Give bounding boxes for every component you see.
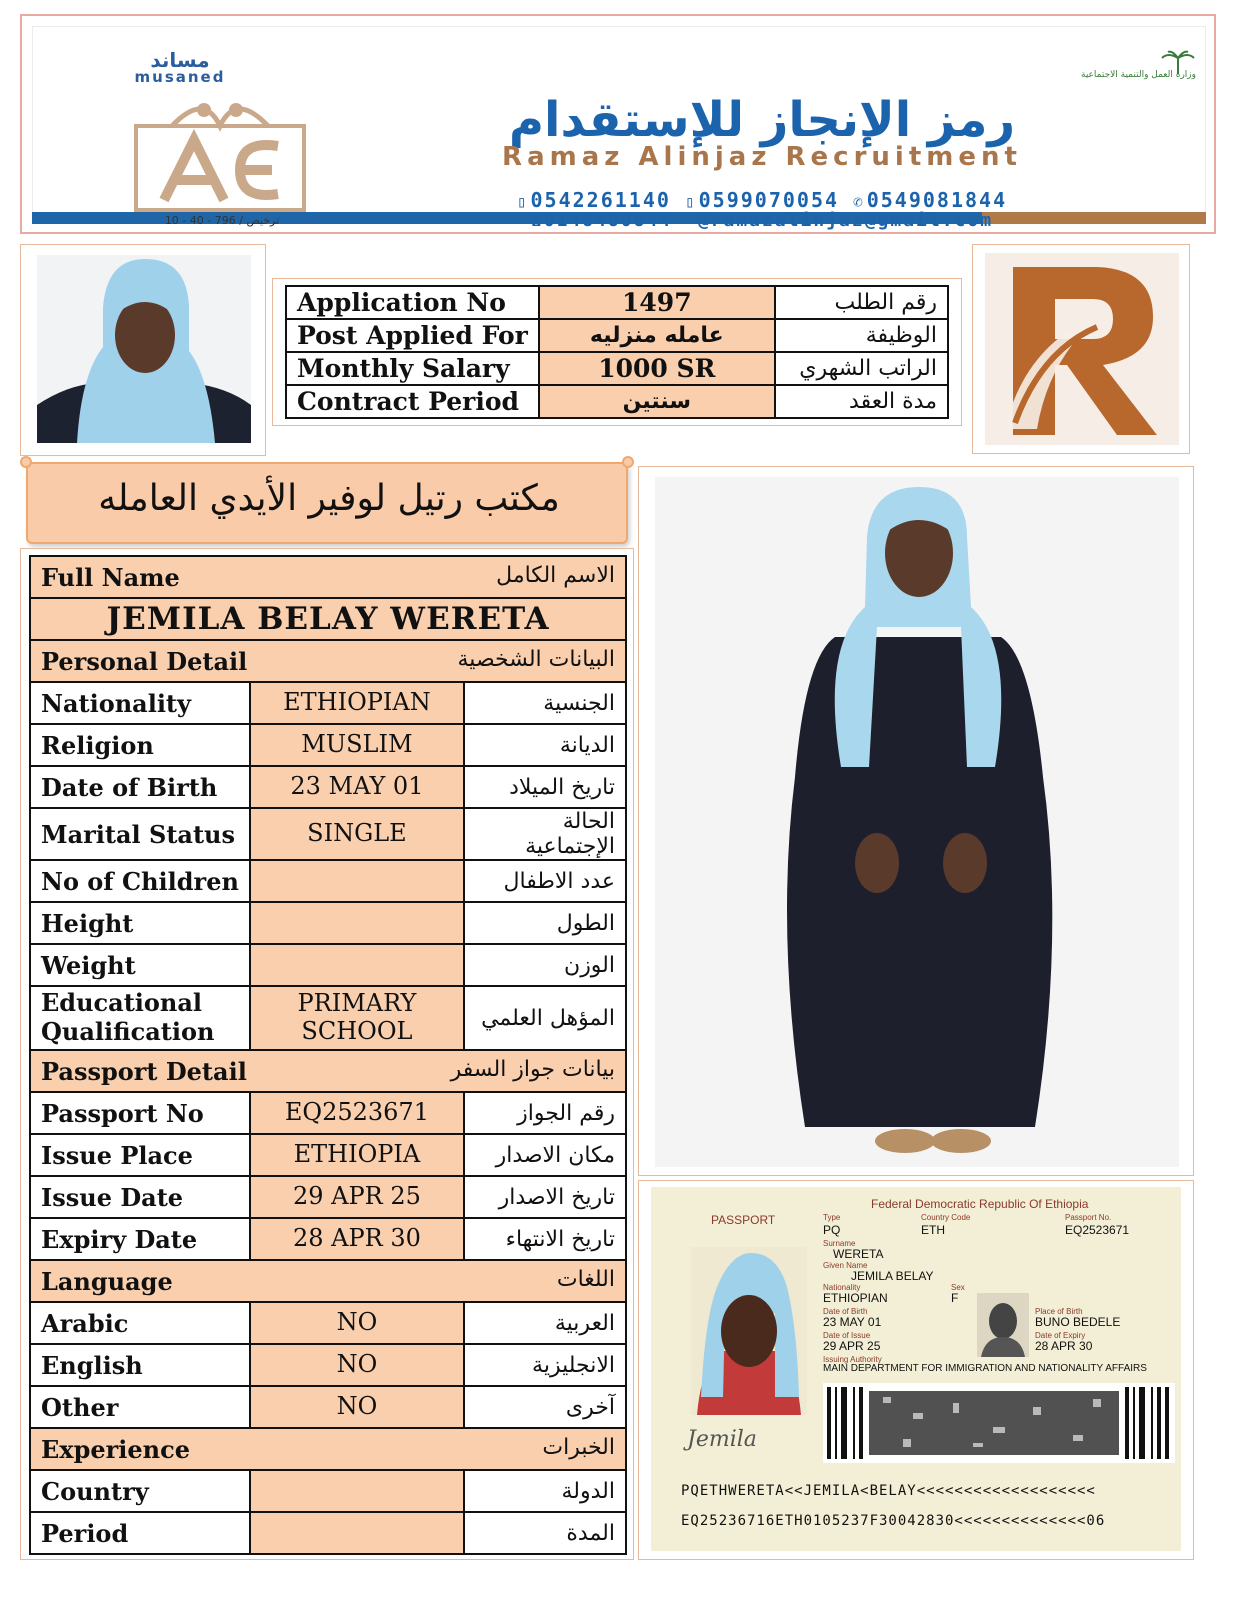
weight-label-ar: الوزن (464, 944, 626, 986)
details-table (29, 555, 627, 1555)
headshot-frame (20, 244, 266, 456)
passport-no-label: Passport No. (1065, 1213, 1112, 1222)
salary-value: 1000 SR (539, 352, 775, 385)
other-language-label-ar: آخرى (464, 1386, 626, 1428)
passport-image (651, 1187, 1181, 1551)
other-language-label: Other (30, 1386, 250, 1428)
scroll-curl-icon (622, 456, 634, 468)
salary-label-ar: الراتب الشهري (775, 352, 948, 385)
dob-label: Date of Birth (30, 766, 250, 808)
passport-no-value: EQ2523671 (250, 1092, 464, 1134)
passport-type: PQ (823, 1223, 841, 1237)
mobile-icon: ▯ (516, 192, 529, 211)
arabic-value: NO (250, 1302, 464, 1344)
table-row (30, 902, 626, 944)
company-title-en: Ramaz Alinjaz Recruitment (502, 142, 1022, 172)
religion-label-ar: الديانة (464, 724, 626, 766)
experience-header (30, 1428, 626, 1470)
place-of-birth-label: Place of Birth (1035, 1307, 1083, 1316)
email: ramazalinjaz@gmail.com (710, 210, 994, 231)
dob-value: 23 MAY 01 (250, 766, 464, 808)
table-row (286, 352, 948, 385)
passport-card-number: EQ2523671 (1065, 1223, 1130, 1237)
full-name-row (30, 598, 626, 640)
passport-country-code: ETH (921, 1223, 945, 1237)
scroll-curl-icon (20, 456, 32, 468)
table-row (30, 1134, 626, 1176)
table-row (30, 1218, 626, 1260)
country-value (250, 1470, 464, 1512)
weight-label: Weight (30, 944, 250, 986)
passport-no-label: Passport No (30, 1092, 250, 1134)
personal-detail-title: Personal Detail (41, 646, 248, 676)
language-header (30, 1260, 626, 1302)
full-name-label: Full Name (41, 562, 180, 592)
education-label (30, 986, 250, 1050)
office-name: مكتب رتيل لوفير الأيدي العامله (98, 478, 560, 519)
height-value (250, 902, 464, 944)
height-label-ar: الطول (464, 902, 626, 944)
post-label: Post Applied For (286, 319, 539, 352)
nationality-value: ETHIOPIAN (250, 682, 464, 724)
landline: 0148480844 (543, 210, 673, 231)
post-value: عامله منزليه (539, 319, 775, 352)
period-label: Period (30, 1512, 250, 1554)
dob-label-ar: تاريخ الميلاد (464, 766, 626, 808)
experience-title: Experience (41, 1434, 191, 1464)
passport-barcode (823, 1383, 1175, 1463)
application-info (272, 278, 962, 426)
other-language-value: NO (250, 1386, 464, 1428)
country-label: Country (30, 1470, 250, 1512)
religion-value: MUSLIM (250, 724, 464, 766)
full-name-header-row (30, 556, 626, 598)
language-title: Language (41, 1266, 173, 1296)
table-row (30, 724, 626, 766)
application-no-label-ar: رقم الطلب (775, 286, 948, 319)
english-label: English (30, 1344, 250, 1386)
application-no-label: Application No (286, 286, 539, 319)
application-no-value: 1497 (539, 286, 775, 319)
mrz-line-2: EQ25236716ETH0105237F30042830<<<<<<<<<<<<<<06 (681, 1513, 1106, 1529)
expiry-date-label-ar: تاريخ الانتهاء (464, 1218, 626, 1260)
salary-label: Monthly Salary (286, 352, 539, 385)
country-code-label: Country Code (921, 1213, 971, 1222)
passport-issue: 29 APR 25 (823, 1339, 881, 1353)
passport-authority: MAIN DEPARTMENT FOR IMMIGRATION AND NATIONALITY AFFAIRS (823, 1363, 1147, 1374)
religion-label: Religion (30, 724, 250, 766)
issue-date-label: Issue Date (30, 1176, 250, 1218)
musaned-logo (100, 50, 260, 85)
office-banner (26, 462, 628, 544)
children-label: No of Children (30, 860, 250, 902)
headshot-photo (37, 255, 251, 443)
personal-detail-title-ar: البيانات الشخصية (457, 646, 615, 672)
email-icon: @ (697, 210, 711, 231)
full-name-value: JEMILA BELAY WERETA (30, 598, 626, 640)
musaned-logo-en: musaned (134, 68, 226, 86)
full-name-label-ar: الاسم الكامل (496, 562, 615, 588)
passport-place-of-birth: BUNO BEDELE (1035, 1315, 1121, 1329)
passport-given-names: JEMILA BELAY (851, 1269, 934, 1283)
phone-2: 0599070054 (698, 188, 840, 212)
personal-detail-header (30, 640, 626, 682)
table-row (30, 860, 626, 902)
dob-label: Date of Birth (823, 1307, 868, 1316)
education-label-line2: Qualification (41, 1017, 215, 1046)
passport-label: PASSPORT (711, 1213, 776, 1227)
table-row (286, 319, 948, 352)
english-value: NO (250, 1344, 464, 1386)
table-row (286, 385, 948, 418)
arabic-label: Arabic (30, 1302, 250, 1344)
children-value (250, 860, 464, 902)
passport-signature: Jemila (687, 1427, 757, 1452)
passport-nationality: ETHIOPIAN (823, 1291, 888, 1305)
table-row (286, 286, 948, 319)
marital-status-label: Marital Status (30, 808, 250, 860)
table-row (30, 808, 626, 860)
musaned-logo-ar: مساند (150, 48, 210, 72)
telephone-icon: ☎ (530, 210, 544, 231)
contact-line (372, 210, 1152, 231)
nationality-label: Nationality (30, 682, 250, 724)
contract-value: سنتين (539, 385, 775, 418)
marital-status-value: SINGLE (250, 808, 464, 860)
table-row (30, 766, 626, 808)
table-row (30, 1344, 626, 1386)
nationality-label: Nationality (823, 1283, 861, 1292)
table-row (30, 1176, 626, 1218)
mobile-icon: ▯ (684, 192, 697, 211)
table-row (30, 986, 626, 1050)
expiry-label: Date of Expiry (1035, 1331, 1086, 1340)
given-name-label: Given Name (823, 1261, 868, 1270)
education-value (250, 986, 464, 1050)
issue-place-value: ETHIOPIA (250, 1134, 464, 1176)
passport-surname: WERETA (833, 1247, 884, 1261)
table-row (30, 1386, 626, 1428)
phone-numbers (372, 188, 1152, 212)
issue-place-label-ar: مكان الاصدار (464, 1134, 626, 1176)
issue-place-label: Issue Place (30, 1134, 250, 1176)
expiry-date-value: 28 APR 30 (250, 1218, 464, 1260)
english-label-ar: الانجليزية (464, 1344, 626, 1386)
passport-expiry: 28 APR 30 (1035, 1339, 1093, 1353)
expiry-date-label: Expiry Date (30, 1218, 250, 1260)
issue-label: Date of Issue (823, 1331, 871, 1340)
table-row (30, 682, 626, 724)
company-title-ar: رمز الإنجاز للإستقدام (508, 92, 1016, 148)
surname-label: Surname (823, 1239, 856, 1248)
passport-ghost-photo (977, 1293, 1029, 1357)
table-row (30, 1512, 626, 1554)
country-label-ar: الدولة (464, 1470, 626, 1512)
post-label-ar: الوظيفة (775, 319, 948, 352)
passport-detail-title-ar: بيانات جواز السفر (450, 1056, 615, 1082)
table-row (30, 1470, 626, 1512)
height-label: Height (30, 902, 250, 944)
passport-detail-title: Passport Detail (41, 1056, 247, 1086)
license-number: ترخيص / 796 - 40 - 10 (164, 214, 280, 227)
issue-date-label-ar: تاريخ الاصدار (464, 1176, 626, 1218)
passport-portrait (691, 1247, 807, 1415)
full-body-photo (655, 477, 1179, 1167)
phone-3: 0549081844 (866, 188, 1008, 212)
whatsapp-icon: ✆ (853, 192, 865, 211)
mrz-line-1: PQETHWERETA<<JEMILA<BELAY<<<<<<<<<<<<<<<<<<< (681, 1483, 1096, 1499)
sex-label: Sex (951, 1283, 965, 1292)
children-label-ar: عدد الاطفال (464, 860, 626, 902)
education-value-line2: SCHOOL (301, 1017, 413, 1045)
education-label-line1: Educational (41, 988, 203, 1018)
full-body-photo-frame (638, 466, 1194, 1176)
passport-dob: 23 MAY 01 (823, 1315, 882, 1329)
type-label: Type (823, 1213, 841, 1222)
r-logo-frame (972, 244, 1190, 454)
marital-status-label-ar: الحالة الإجتماعية (464, 808, 626, 860)
table-row (30, 1092, 626, 1134)
nationality-label-ar: الجنسية (464, 682, 626, 724)
passport-sex: F (951, 1291, 959, 1305)
phone-1: 0542261140 (530, 188, 671, 212)
language-title-ar: اللغات (556, 1266, 615, 1292)
experience-title-ar: الخبرات (542, 1434, 615, 1460)
contract-label: Contract Period (286, 385, 539, 418)
contract-label-ar: مدة العقد (775, 385, 948, 418)
r-logo-icon (985, 253, 1179, 445)
passport-detail-header (30, 1050, 626, 1092)
authority-label: Issuing Authority (823, 1355, 882, 1364)
period-label-ar: المدة (464, 1512, 626, 1554)
passport-heading: Federal Democratic Republic Of Ethiopia (871, 1197, 1089, 1211)
arabic-label-ar: العربية (464, 1302, 626, 1344)
education-label-ar: المؤهل العلمي (464, 986, 626, 1050)
passport-no-label-ar: رقم الجواز (464, 1092, 626, 1134)
education-value-line1: PRIMARY (297, 989, 417, 1018)
application-table (285, 285, 949, 419)
issue-date-value: 29 APR 25 (250, 1176, 464, 1218)
table-row (30, 944, 626, 986)
passport-frame (638, 1180, 1194, 1560)
weight-value (250, 944, 464, 986)
header-banner (20, 14, 1216, 234)
ministry-text: وزارة العمل والتنمية الاجتماعية (1081, 70, 1196, 80)
ramaz-re-logo-icon (132, 96, 310, 214)
table-row (30, 1302, 626, 1344)
period-value (250, 1512, 464, 1554)
details-panel (20, 548, 634, 1560)
